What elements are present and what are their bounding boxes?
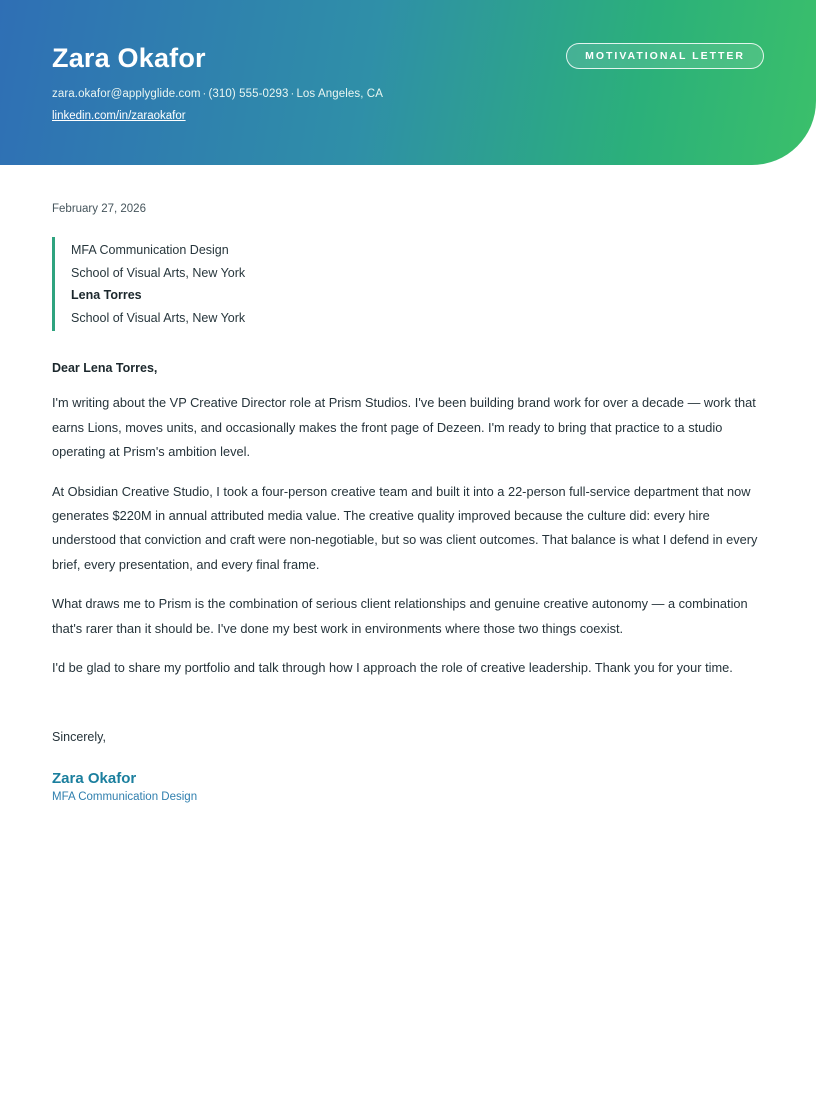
recipient-institution: School of Visual Arts, New York (71, 310, 246, 325)
recipient-name: Lena Torres (71, 288, 142, 303)
body-paragraph-4: I'd be glad to share my portfolio and talk through how I approach the role of creative leadership. Thank you for your time. (52, 660, 733, 676)
linkedin-link[interactable]: linkedin.com/in/zaraokafor (52, 110, 186, 122)
recipient-program: MFA Communication Design (71, 243, 229, 257)
letter-date: February 27, 2026 (52, 203, 146, 215)
contact-location: Los Angeles, CA (296, 88, 383, 100)
contact-separator-1: · (202, 88, 207, 100)
letter-body (0, 165, 816, 803)
contact-email: zara.okafor@applyglide.com (52, 88, 201, 100)
contact-line (52, 88, 383, 100)
header-content (0, 0, 816, 165)
signature-name: Zara Okafor (52, 770, 137, 788)
body-paragraph-3: What draws me to Prism is the combination of serious client relationships and genuine creative autonomy — a combination that's rarer than it should be. I've done my best work in environments where those two things coexist. (52, 596, 748, 636)
page-title: Zara Okafor (52, 43, 206, 73)
contact-phone: (310) 555-0293 (208, 88, 289, 100)
salutation: Dear Lena Torres, (52, 361, 158, 376)
body-paragraph-2: At Obsidian Creative Studio, I took a four-person creative team and built it into a 22-person full-service department that now generates $220M in annual attributed media value. The creative quality improved because the culture did: every hire understood that conviction and craft were non-negotiable, but so was client outcomes. That balance is what I defend in every brief, every presentation, and every final frame. (52, 483, 758, 572)
closing-line: Sincerely, (52, 730, 106, 745)
recipient-school: School of Visual Arts, New York (71, 265, 246, 280)
document-type-badge: MOTIVATIONAL LETTER (566, 43, 764, 69)
body-paragraph-1: I'm writing about the VP Creative Director role at Prism Studios. I've been building brand work for over a decade — work that earns Lions, moves units, and occasionally makes the front page of Dezeen. I'm ready to bring that practice to a studio operating at Prism's ambition level. (52, 395, 756, 460)
contact-separator-2: · (290, 88, 295, 100)
signature-title: MFA Communication Design (52, 791, 198, 804)
recipient-block (52, 237, 764, 331)
header-banner (0, 0, 816, 165)
